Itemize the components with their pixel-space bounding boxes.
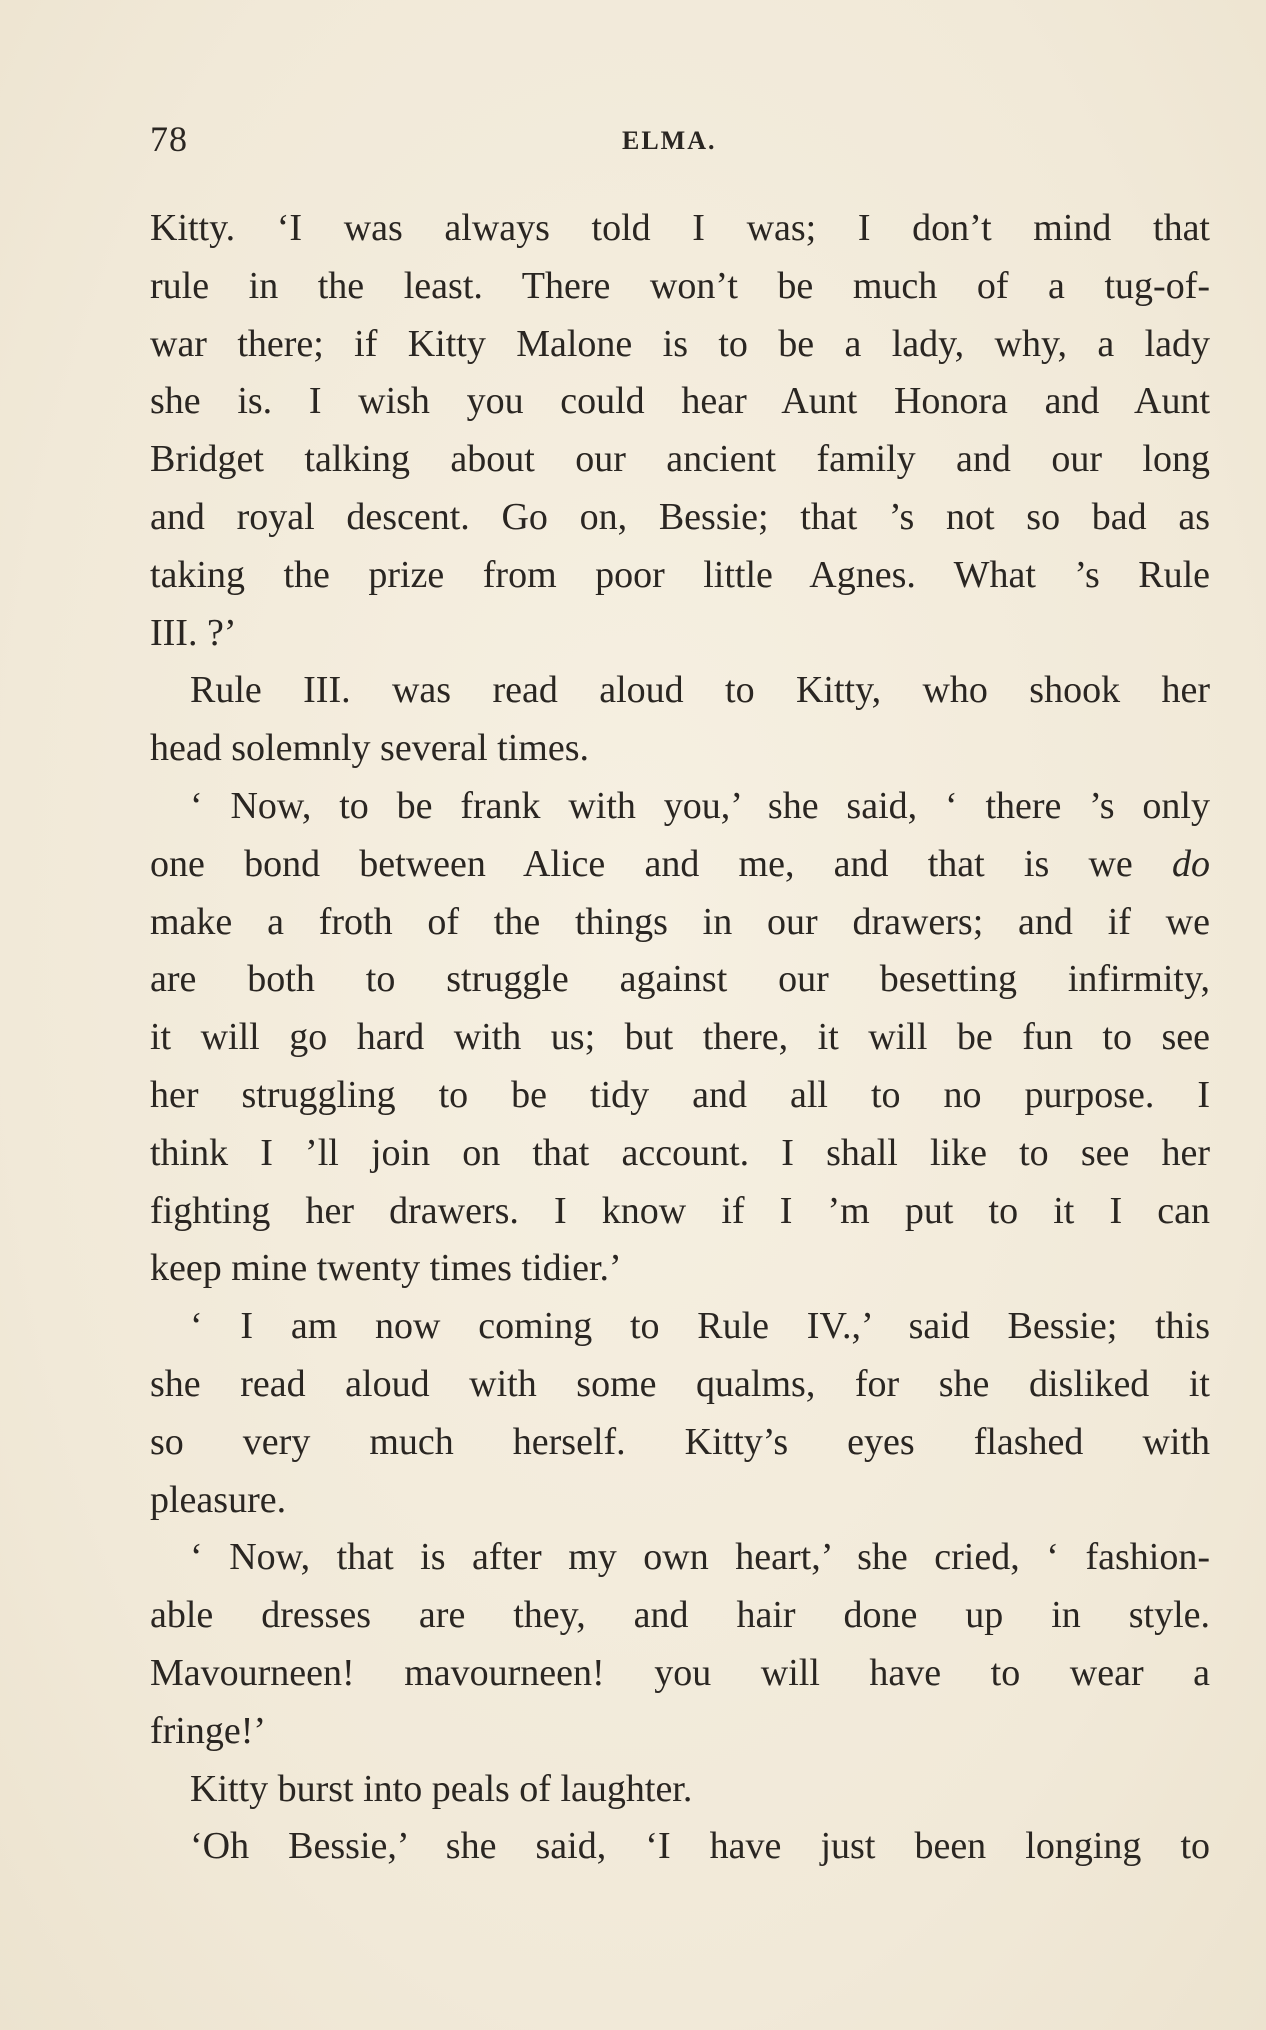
text-line-content: Rule III. was read aloud to Kitty, who shook her <box>190 669 1210 712</box>
text-line-content: Mavourneen! mavourneen! you will have to wear a <box>150 1651 1210 1694</box>
running-head <box>150 118 1210 168</box>
text-line <box>150 258 1210 316</box>
text-line <box>150 1067 1210 1125</box>
text-line <box>150 373 1210 431</box>
text-line-content: fringe!’ <box>150 1709 267 1752</box>
text-line-content: fighting her drawers. I know if I ’m put to it I can <box>150 1189 1210 1232</box>
text-line-content: ‘ Now, to be frank with you,’ she said, ‘ there ’s only <box>190 784 1210 827</box>
text-line <box>150 200 1210 258</box>
text-line <box>150 547 1210 605</box>
text-line <box>150 894 1210 952</box>
text-line <box>150 1529 1210 1587</box>
text-line-content: it will go hard with us; but there, it will be fun to see <box>150 1016 1210 1059</box>
text-line <box>150 1472 1210 1530</box>
text-line <box>150 1298 1210 1356</box>
text-line-content: ‘ Now, that is after my own heart,’ she cried, ‘ fashion- <box>190 1536 1210 1579</box>
text-line <box>150 1703 1210 1761</box>
text-line-content: make a froth of the things in our drawers; and if we <box>150 900 1210 943</box>
text-line-content: she is. I wish you could hear Aunt Honora and Aunt <box>150 380 1210 423</box>
page-number: 78 <box>150 119 188 159</box>
text-line <box>150 431 1210 489</box>
text-line-content: rule in the least. There won’t be much of a tug-of- <box>150 264 1210 307</box>
text-line <box>150 1761 1210 1819</box>
text-line <box>150 836 1210 894</box>
text-line <box>150 951 1210 1009</box>
text-line <box>150 1125 1210 1183</box>
text-line <box>150 1818 1210 1876</box>
text-line-content: one bond between Alice and me, and that is we <box>150 842 1133 885</box>
text-line <box>150 605 1210 663</box>
text-line-content: able dresses are they, and hair done up in style. <box>150 1594 1210 1637</box>
running-title: ELMA. <box>622 126 717 155</box>
text-line <box>150 720 1210 778</box>
text-line <box>150 316 1210 374</box>
text-line-content: ‘ I am now coming to Rule IV.,’ said Bessie; this <box>190 1305 1210 1348</box>
text-line <box>150 1009 1210 1067</box>
text-line-content: III. ?’ <box>150 611 237 654</box>
text-line-content: war there; if Kitty Malone is to be a lady, why, a lady <box>150 322 1210 365</box>
text-line <box>150 1356 1210 1414</box>
text-line-content: pleasure. <box>150 1478 287 1521</box>
text-line <box>150 662 1210 720</box>
text-line <box>150 778 1210 836</box>
text-line-content: think I ’ll join on that account. I shall like to see her <box>150 1131 1210 1174</box>
text-line-content: her struggling to be tidy and all to no purpose. I <box>150 1073 1210 1116</box>
text-line-content: head solemnly several times. <box>150 727 589 770</box>
text-line-content: ‘Oh Bessie,’ she said, ‘I have just been longing to <box>190 1825 1210 1868</box>
text-line-content: Kitty. ‘I was always told I was; I don’t mind that <box>150 207 1210 249</box>
text-line <box>150 1240 1210 1298</box>
text-line <box>150 1414 1210 1472</box>
text-line-content: taking the prize from poor little Agnes. What ’s Rule <box>150 553 1210 596</box>
text-line-content: she read aloud with some qualms, for she disliked it <box>150 1362 1210 1405</box>
text-line <box>150 1587 1210 1645</box>
text-line-content: and royal descent. Go on, Bessie; that ’s not so bad as <box>150 495 1210 538</box>
text-line-content: so very much herself. Kitty’s eyes flashed with <box>150 1420 1210 1463</box>
text-line-content: Bridget talking about our ancient family and our long <box>150 438 1210 481</box>
text-line <box>150 1183 1210 1241</box>
text-line-content: keep mine twenty times tidier.’ <box>150 1247 622 1290</box>
text-line-content: Kitty burst into peals of laughter. <box>190 1767 693 1810</box>
body-text <box>150 200 1210 1876</box>
emphasized-word: do <box>1172 842 1210 885</box>
text-line <box>150 489 1210 547</box>
text-line-content: are both to struggle against our besetting infirmity, <box>150 958 1210 1001</box>
text-line <box>150 1645 1210 1703</box>
